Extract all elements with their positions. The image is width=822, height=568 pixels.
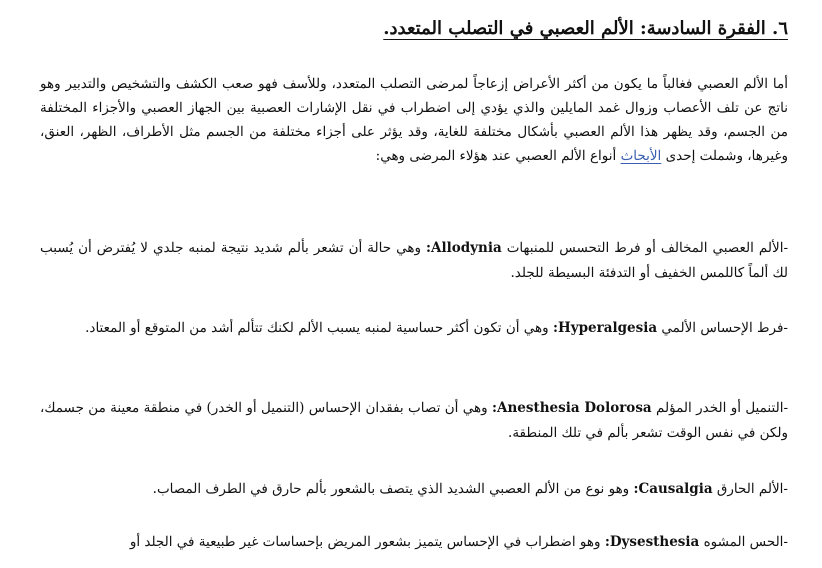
pain-type-description: وهو نوع من الألم العصبي الشديد الذي يتصف بالشعور بألم حارق في الطرف المصاب. <box>152 481 630 497</box>
pain-type-description: وهي أن تصاب بفقدان الإحساس (التنميل أو الخدر) في منطقة معينة من جسمك، ولكن في نفس الوقت تشعر بألم في تلك المنطقة. <box>40 400 788 441</box>
pain-type-label: -الألم الحارق <box>716 481 788 497</box>
intro-paragraph <box>40 72 788 168</box>
pain-type-label: -الحس المشوه <box>703 534 788 550</box>
pain-type-item <box>40 530 788 555</box>
pain-type-item <box>40 236 788 286</box>
pain-type-item <box>40 477 788 502</box>
pain-type-description: وهو اضطراب في الإحساس يتميز بشعور المريض بإحساسات غير طبيعية في الجلد أو <box>129 534 601 550</box>
pain-type-description: وهي حالة أن تشعر بألم شديد نتيجة لمنبه جلدي لا يُفترض أن يُسبب لك ألماً كاللمس الخفيف أو التدفئة البسيطة للجلد. <box>40 240 788 281</box>
pain-type-description: وهي أن تكون أكثر حساسية لمنبه يسبب الألم لكنك تتألم أشد من المتوقع أو المعتاد. <box>85 320 549 336</box>
pain-type-item <box>40 396 788 446</box>
pain-type-term: Causalgia: <box>633 481 713 497</box>
pain-type-term: Dysesthesia: <box>604 534 700 550</box>
pain-type-item <box>40 316 788 341</box>
pain-type-label: -التنميل أو الخدر المؤلم <box>656 400 789 416</box>
section-heading: ٦. الفقرة السادسة: الألم العصبي في التصلب المتعدد. <box>383 18 788 39</box>
pain-type-label: -فرط الإحساس الألمي <box>661 320 788 336</box>
pain-type-term: Allodynia: <box>426 240 502 256</box>
intro-text-before-link: أما الألم العصبي فغالباً ما يكون من أكثر الأعراض إزعاجاً لمرضى التصلب المتعدد، وللأسف فهو صعب الكشف والتشخيص والتدبير وهو ناتج عن تلف الأعصاب وزوال غمد المايلين والذي يؤدي إلى اضطراب في نقل الإشارات العصبية بين الجهاز العصبي والأجزاء المختلفة من الجسم، وقد يظهر هذا الألم العصبي بأشكال مختلفة للغاية، وقد يؤثر على أجزاء مختلفة من الجسم مثل الأطراف، الظهر، العنق، وغيرها، وشملت إحدى <box>40 76 788 164</box>
pain-type-term: Hyperalgesia: <box>553 320 658 336</box>
research-link[interactable]: الأبحاث <box>620 148 662 164</box>
intro-text-after-link: أنواع الألم العصبي عند هؤلاء المرضى وهي: <box>375 148 617 164</box>
pain-type-term: Anesthesia Dolorosa: <box>492 400 652 416</box>
pain-type-label: -الألم العصبي المخالف أو فرط التحسس للمنبهات <box>506 240 789 256</box>
